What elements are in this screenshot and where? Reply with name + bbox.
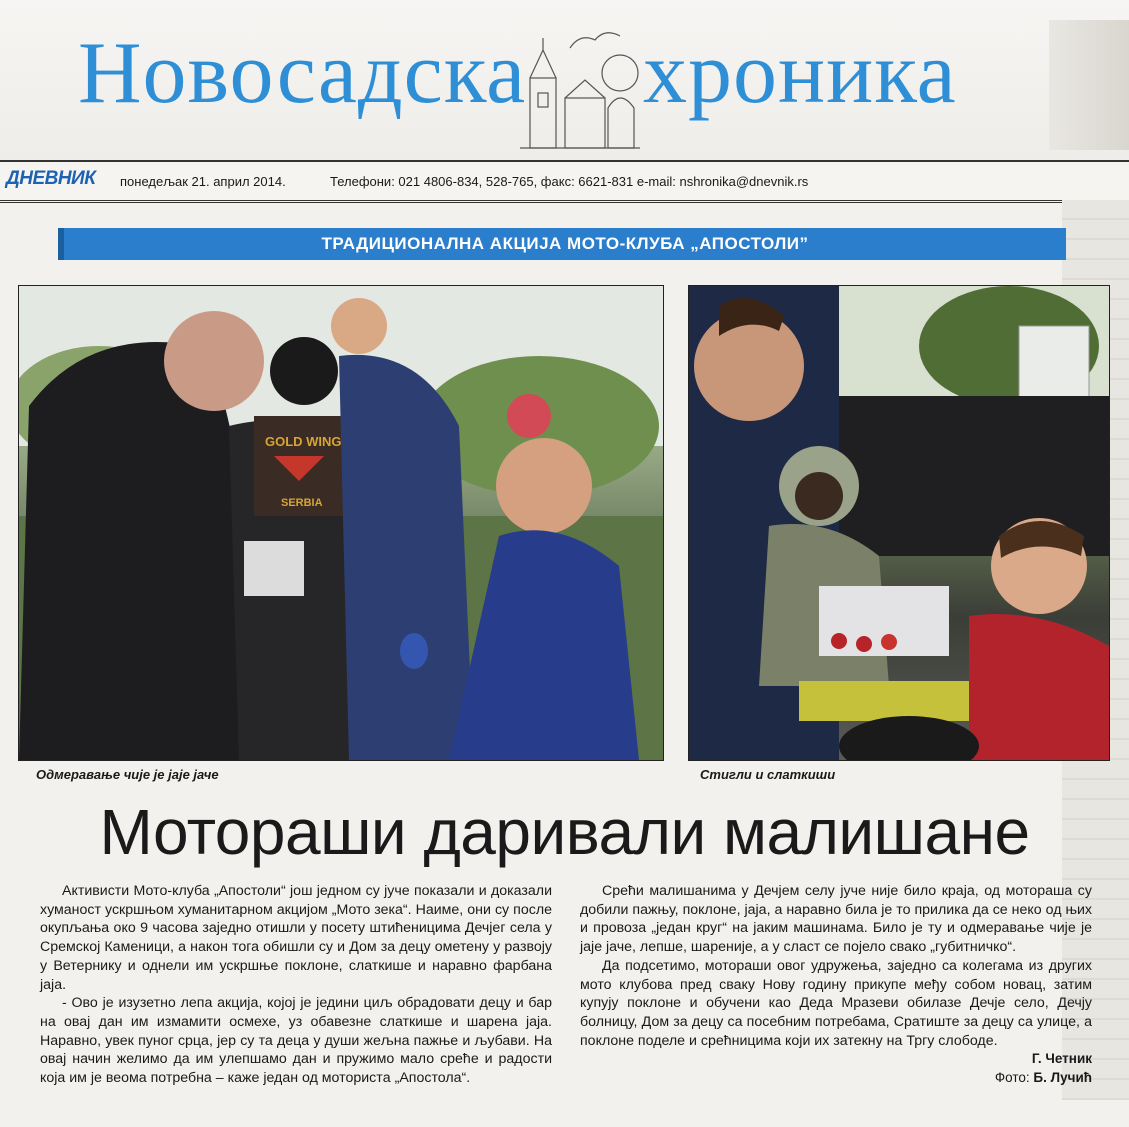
article-headline: Мотораши даривали малишане <box>99 796 1030 868</box>
column-1-paragraph-2: - Ово је изузетно лепа акција, којој је једини циљ обрадовати децу и бар на овај дан им измамити осмехе, уз обавезне слаткише и шарена јаја. Наравно, увек пуног срца, јер су та деца у души жељна пажње и љубави. На овај начин желимо да им улепшамо дан и пружимо мало среће и радости која им је веома потребна – каже један од мотористa „Апостола“. <box>40 995 552 1087</box>
masthead-title-right: хроника <box>643 25 957 122</box>
newspaper-logo: ДНЕВНИК <box>6 168 96 189</box>
article-column-1 <box>40 882 552 1088</box>
info-bar <box>0 160 1129 203</box>
photo-right-caption: Стигли и слаткиши <box>700 767 836 782</box>
city-skyline-illustration <box>510 18 650 158</box>
kicker-banner <box>58 228 1066 260</box>
photo-credit <box>580 1069 1092 1088</box>
photo-right-scene <box>689 286 1109 760</box>
photo-left-scene <box>19 286 663 760</box>
issue-date: понедељак 21. април 2014. <box>120 174 286 189</box>
article-author: Г. Четник <box>1031 1051 1092 1067</box>
article-column-2 <box>580 882 1092 1088</box>
photo-left <box>18 285 664 761</box>
column-1-paragraph-1: Активисти Мото-клуба „Апостоли“ још једном су јуче показали и доказали хуманост ускршњом хуманитарном акцијом „Мото зека“. Наиме, они су после окупљања око 9 часова заједно отишли у посету штићеницима Дечјег села у Сремској Каменици, а након тога обишли су и Дом за децу ометену у развоју у Ветернику и однели им ускршње поклоне, слаткише и наравно фарбана јаја. <box>40 883 552 993</box>
contact-info: Телефони: 021 4806-834, 528-765, факс: 6621-831 e-mail: nshronika@dnevnik.rs <box>330 174 809 189</box>
photo-right <box>688 285 1110 761</box>
vest-text-gold-wing: GOLD WING <box>265 434 342 449</box>
column-2-paragraph-1: Срећи малишанима у Дечјем селу јуче није било краја, од мотораша су добили пажњу, поклоне, јаја, а наравно била је то прилика да се неко од њих и провоза „један круг“ на јаким машинама. Било је ту и одмеравање чије је јаје јаче, лепше, шареније, а у сласт се појело свако „губитничко“. <box>580 883 1092 956</box>
photo-credit-label: Фото: <box>994 1070 1030 1086</box>
vest-text-serbia: SERBIA <box>281 497 323 509</box>
kicker-text: ТРАДИЦИОНАЛНА АКЦИЈА МОТО-КЛУБА „АПОСТОЛИ” <box>321 234 809 253</box>
photo-left-caption: Одмеравање чије је јаје јаче <box>36 767 219 782</box>
side-ad-strip <box>1049 20 1129 150</box>
column-2-paragraph-2: Да подсетимо, мотораши овог удружења, заједно са колегама из других мото клубова пред сваку Нову годину прикупе међу собом новац, затим купују поклоне и обучени као Деда Мразеви обилазе Дечје село, Дечју болницу, Дом за децу са посебним потребама, Сратиште за децу са улице, а поклоне поделе и срећницима који их затекну на Тргу слободе. <box>580 957 1092 1049</box>
masthead <box>0 0 1129 160</box>
photo-credit-name: Б. Лучић <box>1033 1070 1092 1086</box>
masthead-title-left: Новосадска <box>78 25 527 122</box>
